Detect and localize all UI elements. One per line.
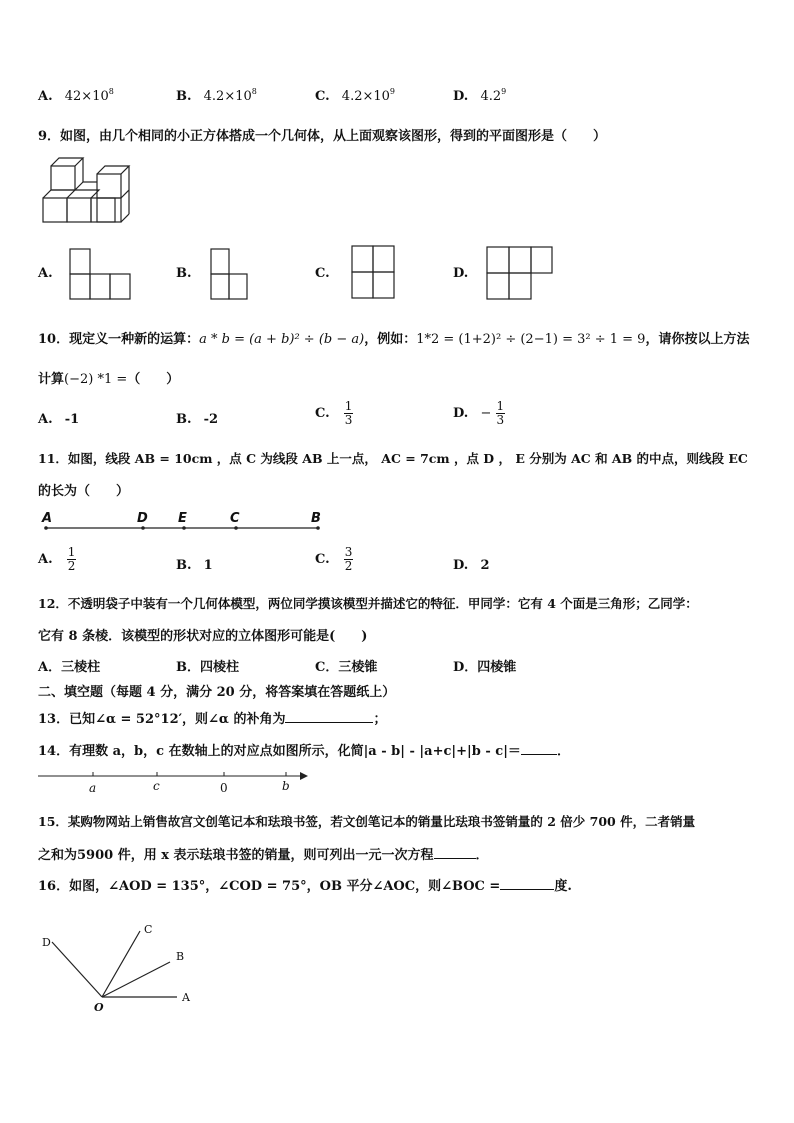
q8-option-a: A. $42\times 10^8$ [38, 87, 114, 104]
q9-option-d-figure [486, 246, 554, 300]
q11-label-b: B [311, 511, 321, 526]
q13-answer-blank [285, 722, 373, 723]
q9-stem: 9．如图，由几个相同的小正方体搭成一个几何体，从上面观察该图形，得到的平面图形是（ ） [38, 129, 607, 144]
q14-question: 14．有理数 a，b，c 在数轴上的对应点如图所示，化简|a - b| - |a+c|+|b - c|＝ ． [38, 744, 570, 759]
q8-option-b: B. $4.2\times 10^8$ [176, 87, 257, 104]
q13-question: 13．已知∠α = 52°12′，则∠α 的补角为 ； [38, 712, 387, 727]
q11-segment-figure [40, 510, 330, 535]
q14-label-b: b [282, 779, 290, 793]
q11-line1: 11．如图，线段 AB = 10cm ，点 C 为线段 AB 上一点， AC = 7cm ，点 D ， E 分别为 AC 和 AB 的中点，则线段 EC [38, 451, 748, 466]
q9-option-a-figure [69, 248, 131, 300]
q12-option-c: C．三棱锥 [315, 660, 378, 675]
q11-option-c-fraction: $\frac{3}{2}$ [344, 545, 353, 573]
q15-answer-blank [434, 858, 476, 859]
q9-cube-figure [40, 155, 135, 225]
q10-line2: 计算(−2) *1 =（ ） [38, 372, 180, 387]
q11-label-d: D [137, 511, 148, 526]
q11-line2: 的长为（ ） [38, 484, 130, 499]
q11-option-a-fraction: $\frac{1}{2}$ [67, 545, 76, 573]
q11-option-a: A. $\frac{1}{2}$ [38, 545, 76, 573]
q16-question: 16．如图，∠AOD = 135°，∠COD = 75°，OB 平分∠AOC，则∠BOC = 度. [38, 879, 572, 894]
q14-label-c: c [153, 779, 160, 793]
q9-option-d-label: D. [453, 266, 469, 281]
q9-option-b-label: B. [176, 266, 192, 281]
q10-option-c: C. $\frac{1}{3}$ [315, 399, 353, 427]
q12-option-b: B．四棱柱 [176, 660, 239, 675]
q16-label-d: D [42, 936, 51, 949]
q14-number-line [36, 768, 308, 796]
q11-label-a: A [42, 511, 53, 526]
q16-label-b: B [176, 950, 185, 963]
q12-option-d: D．四棱锥 [453, 660, 517, 675]
q8-option-d: D. $4.2^9$ [453, 87, 507, 104]
q9-option-b-figure [210, 248, 250, 300]
q16-answer-blank [500, 889, 554, 890]
q16-label-c: C [144, 923, 153, 936]
q16-label-a: A [182, 991, 190, 1004]
q14-label-a: a [89, 781, 97, 795]
q11-option-b: B. 1 [176, 558, 213, 573]
q11-option-c: C. $\frac{3}{2}$ [315, 545, 353, 573]
q10-line1: 10．现定义一种新的运算：a * b = (a + b)² ÷ (b − a)，例如：1*2 = (1+2)² ÷ (2−1) = 3² ÷ 1 = 9，请你按以上方法 [38, 332, 750, 347]
q11-label-e: E [178, 511, 187, 526]
q11-label-c: C [230, 511, 240, 526]
q10-option-a: A. -1 [38, 412, 80, 427]
q12-option-a: A．三棱柱 [38, 660, 101, 675]
section-heading-fill-in: 二、填空题（每题 4 分，满分 20 分，将答案填在答题纸上） [38, 685, 396, 700]
q15-line2: 之和为5900 件，用 x 表示珐琅书签的销量，则可列出一元一次方程 ． [38, 848, 489, 863]
q9-option-a-label: A. [38, 266, 53, 281]
q14-answer-blank [521, 754, 557, 755]
q14-label-0: 0 [220, 781, 228, 795]
q9-option-c-label: C. [315, 266, 330, 281]
q12-line1: 12．不透明袋子中装有一个几何体模型，两位同学摸该模型并描述它的特征．甲同学：它有 4 个面是三角形；乙同学： [38, 596, 698, 611]
q10-option-b: B. -2 [176, 412, 219, 427]
q15-line1: 15．某购物网站上销售故宫文创笔记本和珐琅书签，若文创笔记本的销量比珐琅书签销量的 2 倍少 700 件，二者销量 [38, 814, 696, 829]
q12-line2: 它有 8 条棱．该模型的形状对应的立体图形可能是( ) [38, 629, 368, 644]
q11-option-d: D. 2 [453, 558, 490, 573]
q10-option-c-fraction: $\frac{1}{3}$ [344, 399, 353, 427]
q10-option-d-fraction: $\frac{1}{3}$ [496, 399, 505, 427]
q9-option-c-figure [351, 245, 396, 300]
q16-label-o: O [94, 1001, 104, 1014]
q8-option-c: C. $4.2\times 10^9$ [315, 87, 395, 104]
q10-option-d: D. − $\frac{1}{3}$ [453, 399, 505, 427]
q16-angle-figure [36, 920, 201, 1015]
